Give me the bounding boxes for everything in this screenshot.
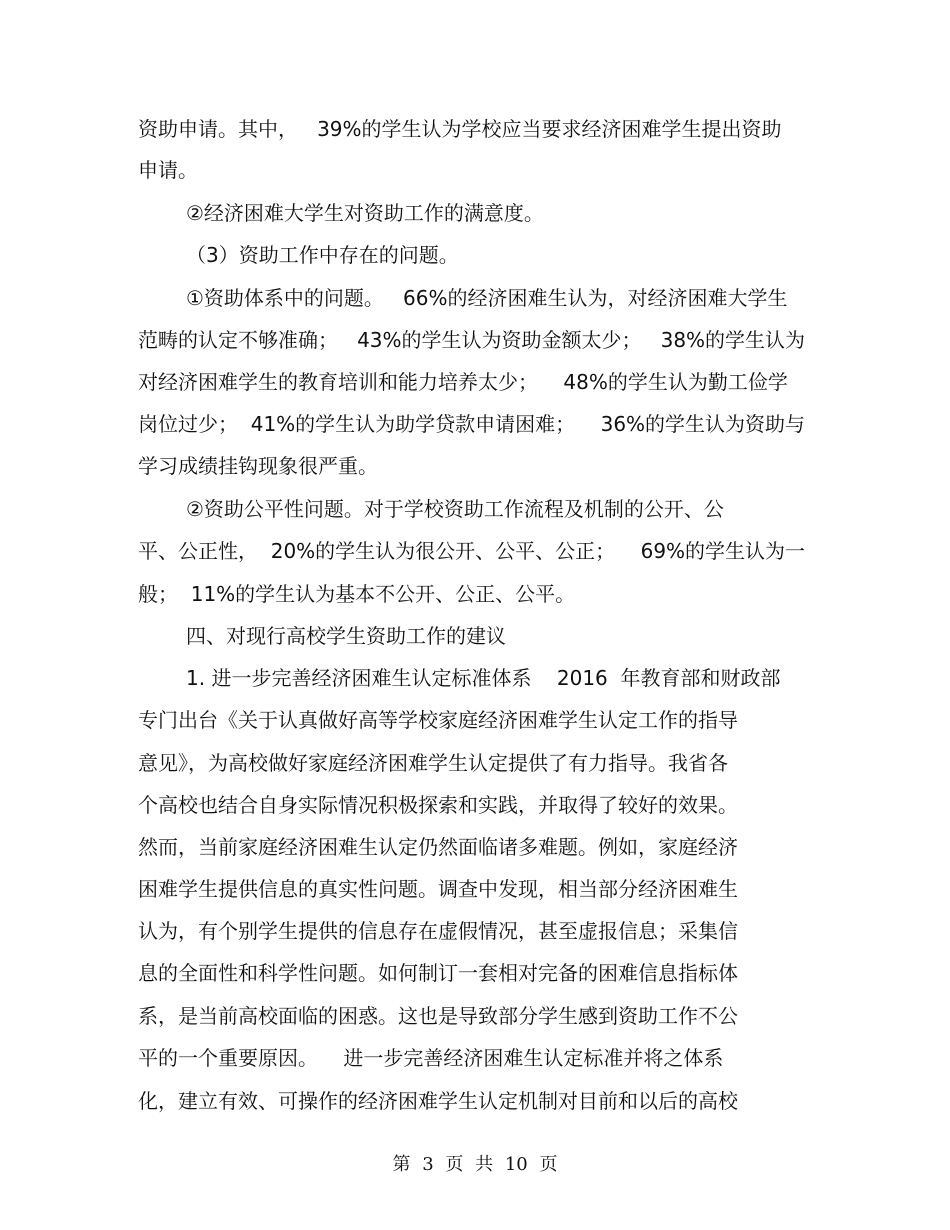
text-line: ②资助公平性问题。对于学校资助工作流程及机制的公开、公 xyxy=(186,497,724,521)
text-line: 般； 11%的学生认为基本不公开、公正、公平。 xyxy=(138,582,576,606)
text-line: 个高校也结合自身实际情况积极探索和实践，并取得了较好的效果。 xyxy=(138,793,738,817)
text-line: 岗位过少； 41%的学生认为助学贷款申请困难； 36%的学生认为资助与 xyxy=(138,412,806,436)
text-line: 平的一个重要原因。 进一步完善经济困难生认定标准并将之体系 xyxy=(138,1046,724,1070)
page-number-footer: 第 3 页 共 10 页 xyxy=(392,1154,558,1175)
section-heading: （3）资助工作中存在的问题。 xyxy=(186,243,459,267)
text-line: 对经济困难学生的教育培训和能力培养太少； 48%的学生认为勤工俭学 xyxy=(138,370,788,394)
text-line: 化，建立有效、可操作的经济困难学生认定机制对目前和以后的高校 xyxy=(138,1089,738,1113)
text-line: 学习成绩挂钩现象很严重。 xyxy=(138,454,378,478)
text-line: 专门出台《关于认真做好高等学校家庭经济困难学生认定工作的指导 xyxy=(138,708,738,732)
text-line: 1. 进一步完善经济困难生认定标准体系 2016 年教育部和财政部 xyxy=(186,666,781,690)
text-line: 平、公正性， 20%的学生认为很公开、公平、公正； 69%的学生认为一 xyxy=(138,539,806,563)
text-line: 息的全面性和科学性问题。如何制订一套相对完备的困难信息指标体 xyxy=(138,961,738,985)
text-line: 然而，当前家庭经济困难生认定仍然面临诸多难题。例如，家庭经济 xyxy=(138,835,738,859)
text-line: 申请。 xyxy=(138,158,198,182)
text-line: 系，是当前高校面临的困惑。这也是导致部分学生感到资助工作不公 xyxy=(138,1004,738,1028)
text-line: 范畴的认定不够准确； 43%的学生认为资助金额太少； 38%的学生认为 xyxy=(138,328,806,352)
text-line: 困难学生提供信息的真实性问题。调查中发现，相当部分经济困难生 xyxy=(138,877,738,901)
text-line: ②经济困难大学生对资助工作的满意度。 xyxy=(186,201,544,225)
text-line: ①资助体系中的问题。 66%的经济困难生认为，对经济困难大学生 xyxy=(186,286,788,310)
text-line: 认为，有个别学生提供的信息存在虚假情况，甚至虚报信息；采集信 xyxy=(138,919,738,943)
text-line: 意见》，为高校做好家庭经济困难学生认定提供了有力指导。我省各 xyxy=(138,751,728,775)
section-heading: 四、对现行高校学生资助工作的建议 xyxy=(186,624,506,648)
text-line: 资助申请。其中， 39%的学生认为学校应当要求经济困难学生提出资助 xyxy=(138,117,782,141)
